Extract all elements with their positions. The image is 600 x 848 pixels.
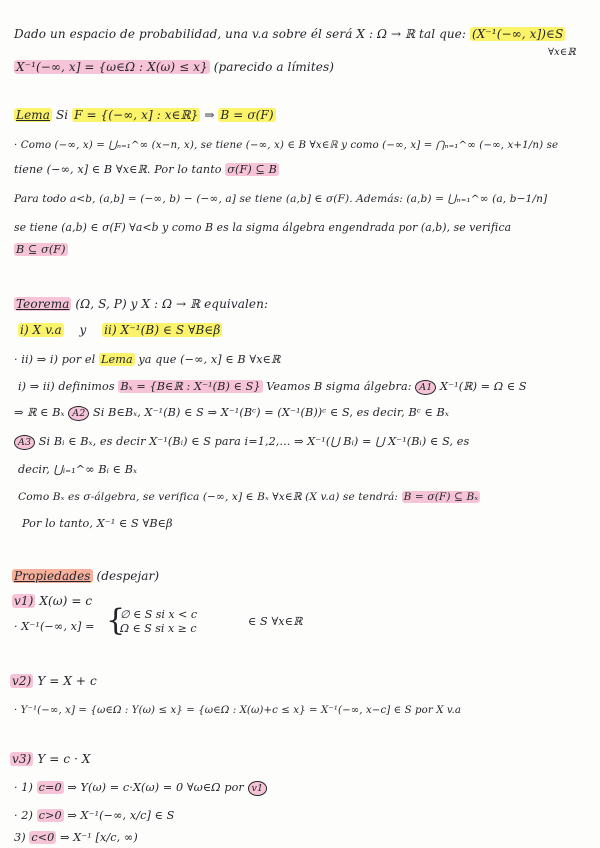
teorema-l1: [14, 352, 280, 367]
propiedades-title: Propiedades: [14, 569, 91, 583]
lema-implies: ⇒: [204, 108, 215, 122]
teorema-l2-text: i) ⇒ ii) definimos: [18, 380, 115, 393]
axiom-a3-badge: A3: [14, 435, 35, 450]
lema-p2: [14, 162, 279, 177]
v1-case-1: ∅ ∈ S si x < c: [120, 608, 197, 621]
intro-forall: ∀x∈ℝ: [548, 47, 576, 58]
intro-line-2: [14, 60, 334, 75]
teorema-l2-veamos: Veamos B sigma álgebra:: [266, 380, 412, 393]
teorema-y: y: [79, 323, 87, 337]
v3-c3-label: 3): [14, 831, 26, 844]
lema-header: [14, 108, 276, 123]
intro-condition: (X⁻¹(−∞, x])∈S: [471, 27, 564, 41]
v3-c3-cond: c<0: [31, 831, 55, 844]
lema-title: Lema: [16, 108, 51, 122]
v1-reference-badge: v1: [248, 781, 268, 796]
v3-case-1: [14, 780, 267, 796]
intro-line-1: [14, 27, 565, 42]
axiom-a2-badge: A2: [68, 406, 89, 421]
v1-case-2: Ω ∈ S si x ≥ c: [120, 622, 197, 635]
teorema-l3-a2: Si B∈Bₓ, X⁻¹(B) ∈ S ⇒ X⁻¹(Bᶜ) = (X⁻¹(B))ᶜ ∈ S, es decir, Bᶜ ∈ Bₓ: [93, 406, 449, 419]
teorema-l4: [14, 434, 469, 450]
v3-c1-label: · 1): [14, 781, 33, 794]
teorema-cond-ii: ii) X⁻¹(B) ∈ S ∀B∈β: [104, 323, 221, 337]
teorema-cond-i: i) X v.a: [20, 323, 62, 337]
v3-c2-cond: c>0: [38, 809, 62, 822]
v1-lhs: · X⁻¹(−∞, x] =: [14, 620, 95, 633]
v3-def: Y = c · X: [37, 752, 91, 766]
v3-case-3: [14, 830, 138, 845]
v3-c1-cond: c=0: [38, 781, 62, 794]
intro-note: (parecido a límites): [213, 60, 334, 74]
propiedades-header: [12, 569, 159, 584]
v2-def: Y = X + c: [37, 674, 97, 688]
intro-tal-que: tal que:: [419, 27, 467, 41]
axiom-a1-badge: A1: [415, 380, 436, 395]
teorema-conditions: [18, 323, 222, 338]
v3-c1-text: ⇒ Y(ω) = c·X(ω) = 0 ∀ω∈Ω por: [67, 781, 244, 794]
v2-line: · Y⁻¹(−∞, x] = {ω∈Ω : Y(ω) ≤ x} = {ω∈Ω : X(ω)+c ≤ x} = X⁻¹(−∞, x−c] ∈ S por X v.a: [14, 705, 462, 716]
teorema-statement: (Ω, S, P) y X : Ω → ℝ equivalen:: [75, 297, 269, 311]
v1-brace: {: [106, 603, 126, 638]
v3-c3-text: ⇒ X⁻¹ [x/c, ∞): [60, 831, 138, 844]
teorema-l5: decir, ⋃ᵢ₌₁^∞ Bᵢ ∈ Bₓ: [18, 463, 138, 476]
teorema-l7: Por lo tanto, X⁻¹ ∈ S ∀B∈β: [22, 517, 173, 530]
teorema-l6-result: B = σ(F) ⊆ Bₓ: [403, 491, 479, 503]
v3-c2-text: ⇒ X⁻¹(−∞, x/c] ∈ S: [67, 809, 175, 822]
teorema-l3-text: ⇒ ℝ ∈ Bₓ: [14, 406, 65, 419]
teorema-bx-def: Bₓ = {B∈ℝ : X⁻¹(B) ∈ S}: [120, 380, 261, 393]
teorema-header: [14, 297, 268, 312]
v3-case-2: [14, 808, 174, 823]
lema-p5-result: B ⊆ σ(F): [16, 243, 66, 256]
teorema-l1-text: · ii) ⇒ i) por el: [14, 353, 96, 366]
teorema-l6: [18, 490, 480, 505]
teorema-title: Teorema: [16, 297, 70, 311]
v1-header: [12, 594, 92, 609]
teorema-l4-text: Si Bᵢ ∈ Bₓ, es decir X⁻¹(Bᵢ) ∈ S para i=1,2,... ⇒ X⁻¹(⋃ Bᵢ) = ⋃ X⁻¹(Bᵢ) ∈ S, es: [38, 435, 470, 448]
preimage-definition: X⁻¹(−∞, x] = {ω∈Ω : X(ω) ≤ x}: [16, 60, 208, 74]
teorema-l6-text: Como Bₓ es σ-álgebra, se verifica (−∞, x] ∈ Bₓ ∀x∈ℝ (X v.a) se tendrá:: [18, 491, 399, 503]
teorema-l2: [18, 379, 527, 395]
teorema-l1-lema: Lema: [100, 353, 133, 366]
v2-header: [10, 674, 97, 689]
v1-def: X(ω) = c: [39, 594, 93, 608]
lema-p5: [14, 242, 68, 257]
lema-result: B = σ(F): [220, 108, 274, 122]
v3-header: [10, 752, 91, 767]
intro-map: X : Ω → ℝ: [356, 27, 416, 41]
lema-p4: se tiene (a,b) ∈ σ(F) ∀a<b y como B es la sigma álgebra engendrada por (a,b), se verifica: [14, 221, 512, 234]
v1-rhs: ∈ S ∀x∈ℝ: [248, 615, 303, 628]
lema-p3: Para todo a<b, (a,b] = (−∞, b) − (−∞, a] se tiene (a,b] ∈ σ(F). Además: (a,b) = ⋃ₙ₌₁^∞ (a, b−1/n]: [14, 193, 548, 205]
teorema-l2-a1: X⁻¹(ℝ) = Ω ∈ S: [440, 380, 527, 393]
v3-c2-label: · 2): [14, 809, 33, 822]
v3-label: v3): [12, 752, 32, 766]
propiedades-note: (despejar): [96, 569, 160, 583]
v2-label: v2): [12, 674, 32, 688]
v1-cases: [120, 608, 197, 636]
lema-family: F = {(−∞, x] : x∈ℝ}: [74, 108, 199, 122]
lema-p2-result: σ(F) ⊆ B: [227, 163, 277, 176]
teorema-l3: [14, 405, 449, 421]
lema-si: Si: [55, 108, 69, 122]
v1-label: v1): [14, 594, 34, 608]
lema-p1: · Como (−∞, x) = ⋃ₙ₌₁^∞ (x−n, x), se tiene (−∞, x) ∈ B ∀x∈ℝ y como (−∞, x] = ⋂ₙ₌₁^∞ (−∞, x+1/n) se: [14, 139, 559, 151]
lema-p2-text: tiene (−∞, x] ∈ B ∀x∈ℝ. Por lo tanto: [14, 163, 222, 176]
teorema-l1-tail: ya que (−∞, x] ∈ B ∀x∈ℝ: [138, 353, 281, 366]
intro-text: Dado un espacio de probabilidad, una v.a sobre él será: [14, 27, 353, 41]
